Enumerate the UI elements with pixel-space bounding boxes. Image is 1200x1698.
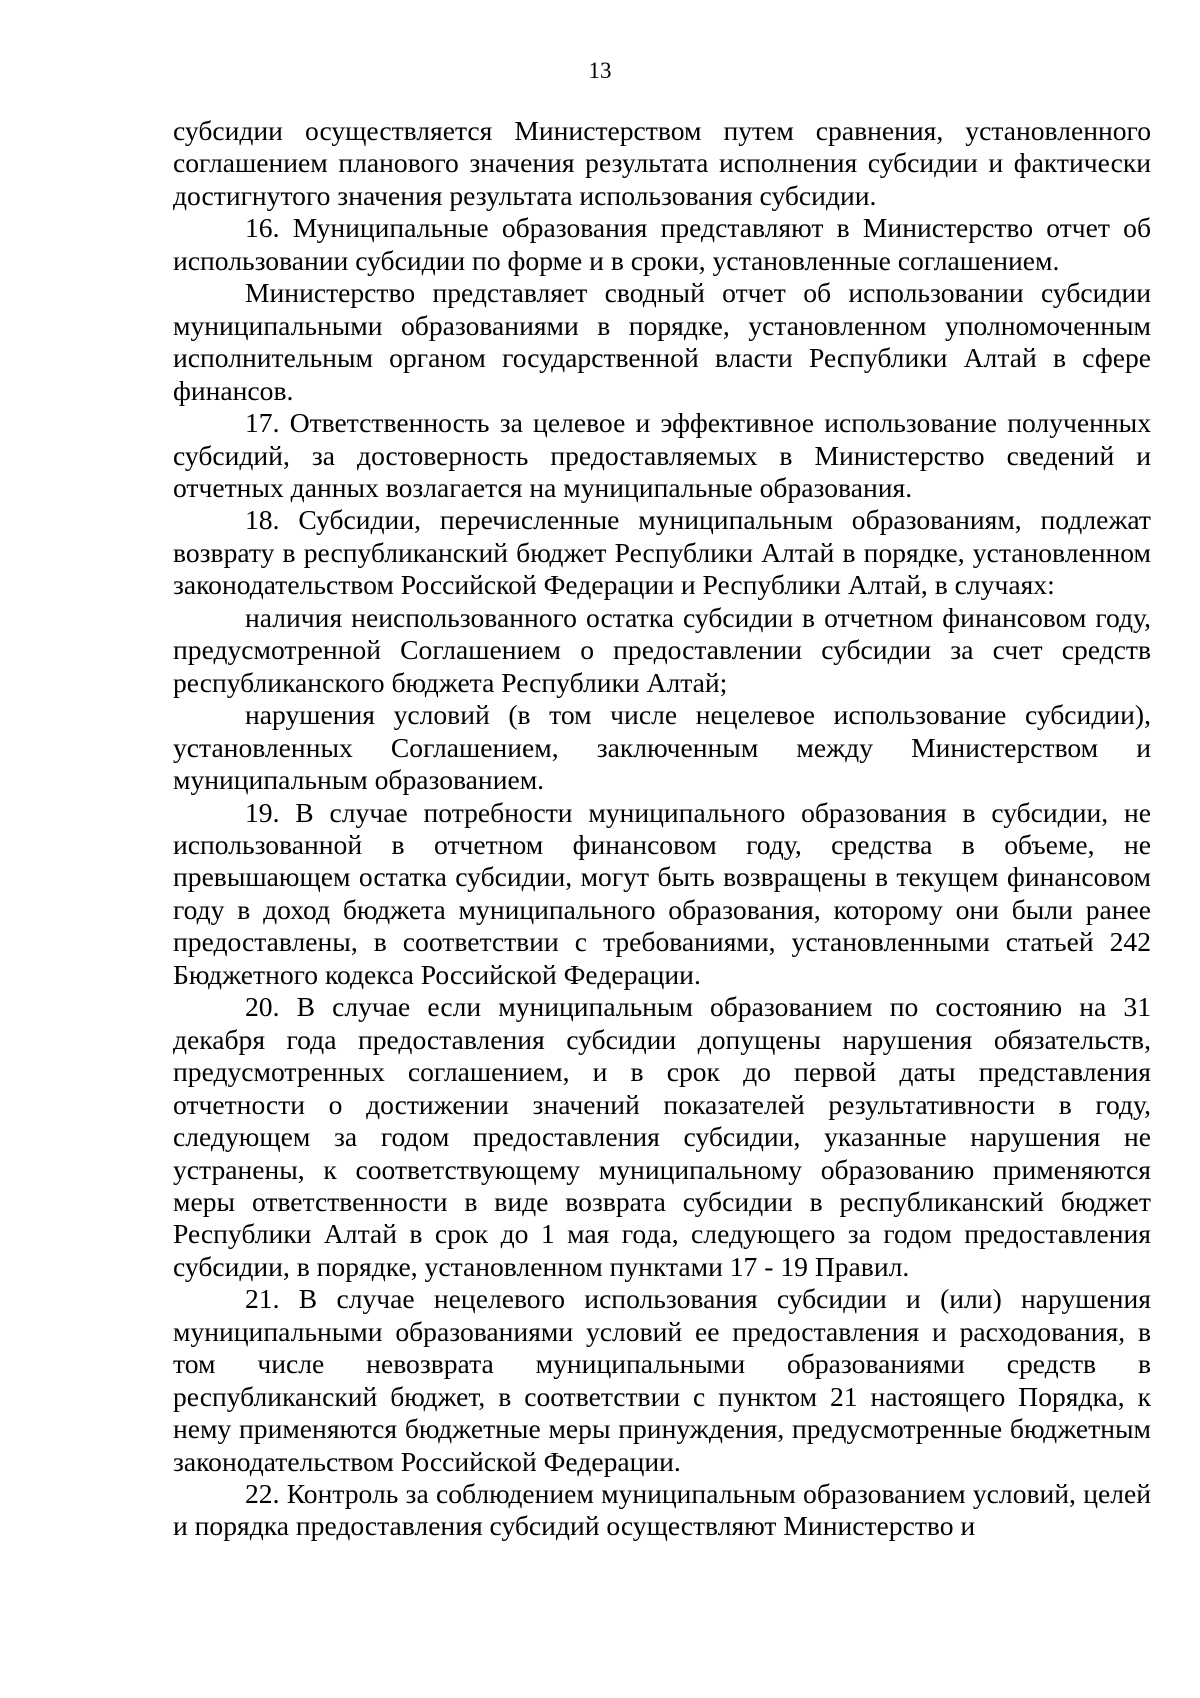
paragraph-case-unused-balance: наличия неиспользованного остатка субсидии в отчетном финансовом году, предусмотренной Соглашением о предоставлении субсидии за счет средств республиканского бюджета Республики Алтай; bbox=[173, 601, 1151, 698]
page-number: 13 bbox=[588, 58, 612, 83]
paragraph-item-21: 21. В случае нецелевого использования субсидии и (или) нарушения муниципальными образованиями условий ее предоставления и расходования, в том числе невозврата муниципальными образованиями средств в республиканский бюджет, в соответствии с пунктом 21 настоящего Порядка, к нему применяются бюджетные меры принуждения, предусмотренные бюджетным законодательством Российской Федерации. bbox=[173, 1283, 1151, 1477]
paragraph-item-18: 18. Субсидии, перечисленные муниципальным образованиям, подлежат возврату в республиканский бюджет Республики Алтай в порядке, установленном законодательством Российской Федерации и Республики Алтай, в случаях: bbox=[173, 504, 1151, 601]
paragraph-item-17: 17. Ответственность за целевое и эффективное использование полученных субсидий, за достоверность предоставляемых в Министерство сведений и отчетных данных возлагается на муниципальные образования. bbox=[173, 407, 1151, 503]
paragraph-case-violation: нарушения условий (в том числе нецелевое использование субсидии), установленных Соглашением, заключенным между Министерством и муниципальным образованием. bbox=[173, 699, 1151, 796]
paragraph-continuation: субсидии осуществляется Министерством путем сравнения, установленного соглашением планового значения результата исполнения субсидии и фактически достигнутого значения результата использования субсидии. bbox=[173, 115, 1151, 211]
paragraph-item-22: 22. Контроль за соблюдением муниципальным образованием условий, целей и порядка предоставления субсидий осуществляют Министерство и bbox=[173, 1478, 1151, 1542]
paragraph-item-20: 20. В случае если муниципальным образованием по состоянию на 31 декабря года предоставления субсидии допущены нарушения обязательств, предусмотренных соглашением, и в срок до первой даты представления отчетности о достижении значений показателей результативности в году, следующем за годом предоставления субсидии, указанные нарушения не устранены, к соответствующему муниципальному образованию применяются меры ответственности в виде возврата субсидии в республиканский бюджет Республики Алтай в срок до 1 мая года, следующего за годом предоставления субсидии, в порядке, установленном пунктами 17 - 19 Правил. bbox=[173, 991, 1151, 1282]
paragraph-item-16: 16. Муниципальные образования представляют в Министерство отчет об использовании субсидии по форме и в сроки, установленные соглашением. bbox=[173, 212, 1151, 276]
paragraph-item-19: 19. В случае потребности муниципального образования в субсидии, не использованной в отчетном финансовом году, средства в объеме, не превышающем остатка субсидии, могут быть возвращены в текущем финансовом году в доход бюджета муниципального образования, которому они были ранее предоставлены, в соответствии с требованиями, установленными статьей 242 Бюджетного кодекса Российской Федерации. bbox=[173, 796, 1151, 990]
document-body bbox=[173, 115, 1151, 1543]
paragraph-ministry-report: Министерство представляет сводный отчет об использовании субсидии муниципальными образованиями в порядке, установленном уполномоченным исполнительным органом государственной власти Республики Алтай в сфере финансов. bbox=[173, 277, 1151, 406]
